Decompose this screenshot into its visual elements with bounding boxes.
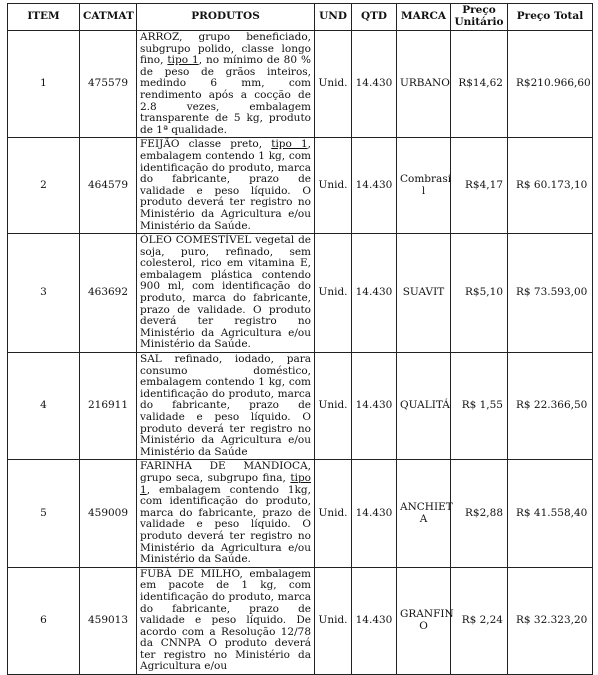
cell-preco-total: R$ 41.558,40 [508, 460, 593, 567]
cell-marca: URBANO [397, 31, 451, 138]
table-header-row [8, 4, 593, 31]
produto-text: ÓLEO COMESTÍVEL vegetal de soja, puro, refinado, sem colesterol, rico em vitamina E, embalagem plástica contendo 900 ml, com identificação do produto, marca do fabricante, prazo de validade. O produto deverá ter registro no Ministério da Agricultura e/ou Ministério da Saúde. [140, 234, 311, 351]
header-preco-total: Preço Total [508, 4, 593, 31]
cell-item: 3 [8, 234, 80, 353]
cell-preco-unitario: R$2,88 [451, 460, 508, 567]
cell-qtd: 14.430 [352, 31, 397, 138]
table-row [8, 567, 593, 674]
cell-preco-total: R$ 22.366,50 [508, 353, 593, 460]
cell-preco-total: R$ 60.173,10 [508, 138, 593, 234]
produto-text: FUBÁ DE MILHO, embalagem em pacote de 1 kg, com identificação do produto, marca do fabricante, prazo de validade e peso líquido. De acordo com a Resolução 12/78 da CNNPA O produto deverá ter registro no Ministério da Agricultura e/ou [140, 567, 311, 673]
produto-text-cont: , embalagem contendo 1 kg, com identificação do produto, marca do fabricante, prazo de validade e peso líquido. O produto deverá ter registro no Ministério da Agricultura e/ou Ministério da Saúde. [140, 138, 311, 232]
cell-preco-total: R$210.966,60 [508, 31, 593, 138]
cell-preco-total: R$ 32.323,20 [508, 567, 593, 674]
table-row [8, 138, 593, 234]
cell-catmat: 475579 [80, 31, 137, 138]
header-produtos: PRODUTOS [137, 4, 315, 31]
cell-item: 2 [8, 138, 80, 234]
cell-catmat: 464579 [80, 138, 137, 234]
cell-preco-unitario: R$ 2,24 [451, 567, 508, 674]
cell-produto [137, 31, 315, 138]
cell-item: 6 [8, 567, 80, 674]
produto-text-cont: , embalagem contendo 1kg, com identificação do produto, marca do fabricante, prazo de validade e peso líquido. O produto deverá ter registro no Ministério da Agricultura e/ou Ministério da Saúde. [140, 483, 311, 566]
products-table [7, 3, 593, 675]
cell-catmat: 459013 [80, 567, 137, 674]
produto-tipo-underlined: tipo 1 [167, 54, 199, 67]
cell-qtd: 14.430 [352, 138, 397, 234]
cell-und: Unid. [315, 31, 352, 138]
produto-text: SAL refinado, iodado, para consumo doméstico, embalagem contendo 1 kg, com identificação do produto, marca do fabricante, prazo de validade e peso líquido. O produto deverá ter registro no Ministério da Agricultura e/ou Ministério da Saúde [140, 353, 311, 458]
cell-preco-unitario: R$4,17 [451, 138, 508, 234]
cell-und: Unid. [315, 353, 352, 460]
cell-catmat: 463692 [80, 234, 137, 353]
header-marca: MARCA [397, 4, 451, 31]
cell-preco-total: R$ 73.593,00 [508, 234, 593, 353]
cell-qtd: 14.430 [352, 567, 397, 674]
cell-marca: ANCHIET A [397, 460, 451, 567]
cell-preco-unitario: R$5,10 [451, 234, 508, 353]
cell-und: Unid. [315, 234, 352, 353]
cell-und: Unid. [315, 138, 352, 234]
table-row [8, 353, 593, 460]
cell-qtd: 14.430 [352, 234, 397, 353]
cell-item: 1 [8, 31, 80, 138]
produto-tipo-underlined: tipo 1 [271, 138, 308, 151]
table-row [8, 234, 593, 353]
table-row [8, 460, 593, 567]
header-qtd: QTD [352, 4, 397, 31]
header-catmat: CATMAT [80, 4, 137, 31]
table-row [8, 31, 593, 138]
cell-und: Unid. [315, 460, 352, 567]
header-preco-unitario: Preço Unitário [451, 4, 508, 31]
cell-produto [137, 353, 315, 460]
produto-text: FARINHA DE MANDIOCA, grupo seca, subgrupo fina, [140, 460, 311, 484]
header-und: UND [315, 4, 352, 31]
produto-text: ARROZ, grupo beneficiado, subgrupo polido, classe longo fino, [140, 31, 311, 67]
cell-item: 4 [8, 353, 80, 460]
cell-catmat: 216911 [80, 353, 137, 460]
produto-tipo-underlined: tipo 1 [140, 471, 311, 496]
header-item: ITEM [8, 4, 80, 31]
cell-marca: SUAVIT [397, 234, 451, 353]
cell-produto [137, 234, 315, 353]
produto-text: FEIJÃO classe preto, [140, 138, 272, 151]
cell-marca: Combrasi l [397, 138, 451, 234]
cell-produto [137, 138, 315, 234]
cell-item: 5 [8, 460, 80, 567]
cell-marca: QUALITÁ [397, 353, 451, 460]
cell-qtd: 14.430 [352, 460, 397, 567]
cell-und: Unid. [315, 567, 352, 674]
cell-produto [137, 460, 315, 567]
produto-text-cont: , no mínimo de 80 % de peso de grãos inteiros, medindo 6 mm, com rendimento após a cocção de 2.8 vezes, embalagem transparente de 5 kg, produto de 1ª qualidade. [140, 54, 311, 136]
cell-preco-unitario: R$14,62 [451, 31, 508, 138]
cell-marca: GRANFIN O [397, 567, 451, 674]
cell-preco-unitario: R$ 1,55 [451, 353, 508, 460]
cell-catmat: 459009 [80, 460, 137, 567]
cell-qtd: 14.430 [352, 353, 397, 460]
cell-produto [137, 567, 315, 674]
